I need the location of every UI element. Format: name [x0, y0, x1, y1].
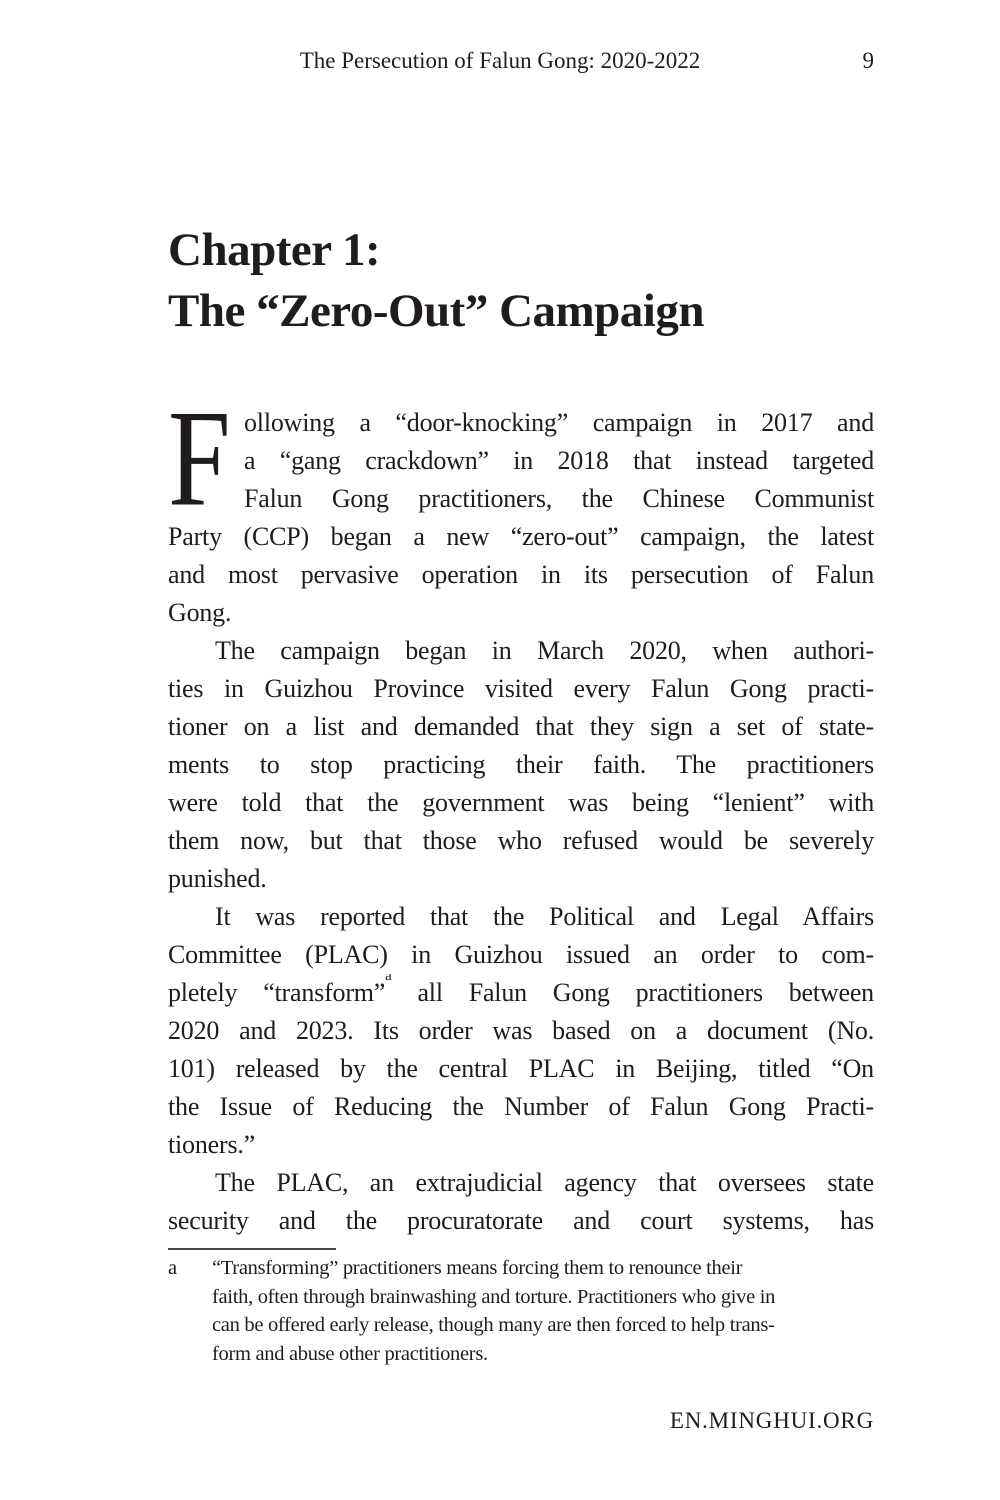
text-line: a “gang crackdown” in 2018 that instead targeted: [244, 446, 874, 475]
text-line: ties in Guizhou Province visited every Falun Gong practi-: [168, 674, 874, 703]
footer-site-name: EN.MINGHUI.ORG: [669, 1408, 874, 1433]
text-line: 101) released by the central PLAC in Beijing, titled “On: [168, 1054, 874, 1083]
text-line: Party (CCP) began a new “zero-out” campaign, the latest: [168, 522, 874, 551]
footnote-marker: a: [168, 1257, 177, 1279]
page-number: 9: [862, 48, 874, 73]
text-line: them now, but that those who refused would be severely: [168, 826, 874, 855]
text-line: the Issue of Reducing the Number of Falun Gong Practi-: [168, 1092, 874, 1121]
footnote-reference: a: [385, 974, 392, 985]
text-line: Falun Gong practitioners, the Chinese Communist: [244, 484, 874, 513]
text-line: punished.: [168, 864, 267, 893]
text-line: ments to stop practicing their faith. The practitioners: [168, 750, 874, 779]
text-line: ollowing a “door-knocking” campaign in 2017 and: [244, 408, 874, 437]
text-line: It was reported that the Political and Legal Affairs: [215, 902, 874, 931]
chapter-title-line1: Chapter 1:: [168, 224, 381, 276]
text-line: [168, 974, 874, 1012]
text-line: faith, often through brainwashing and torture. Practitioners who give in: [212, 1285, 776, 1308]
footnote-separator-rule: [168, 1248, 336, 1250]
text-line: can be offered early release, though many are then forced to help trans-: [212, 1314, 775, 1337]
text-line: were told that the government was being “lenient” with: [168, 788, 874, 817]
text-line: Gong.: [168, 598, 232, 627]
text-line: tioners.”: [168, 1130, 256, 1159]
text-line: security and the procuratorate and court systems, has: [168, 1206, 874, 1235]
footnote-text: [212, 1254, 908, 1368]
chapter-title-line2: The “Zero-Out” Campaign: [168, 285, 704, 337]
text-line: Committee (PLAC) in Guizhou issued an order to com-: [168, 940, 874, 969]
body-text: [168, 381, 874, 1240]
line-text: all Falun Gong practitioners between: [391, 978, 874, 1007]
footnote: [168, 1254, 908, 1368]
running-header: The Persecution of Falun Gong: 2020-2022: [299, 48, 701, 73]
text-line: The PLAC, an extrajudicial agency that oversees state: [215, 1168, 874, 1197]
drop-cap: F: [168, 381, 231, 535]
line-text: pletely “transform”: [168, 978, 386, 1007]
text-line: and most pervasive operation in its persecution of Falun: [168, 560, 874, 589]
chapter-title: [168, 220, 908, 342]
paragraph-1: [168, 381, 874, 632]
paragraph-3: [168, 898, 874, 1164]
text-line: “Transforming” practitioners means forcing them to renounce their: [212, 1257, 743, 1279]
text-line: The campaign began in March 2020, when authori-: [215, 636, 874, 665]
text-line: tioner on a list and demanded that they sign a set of state-: [168, 712, 874, 741]
text-line: form and abuse other practitioners.: [212, 1342, 488, 1365]
text-line: 2020 and 2023. Its order was based on a document (No.: [168, 1016, 874, 1045]
paragraph-2: [168, 632, 874, 898]
paragraph-4: [168, 1164, 874, 1240]
